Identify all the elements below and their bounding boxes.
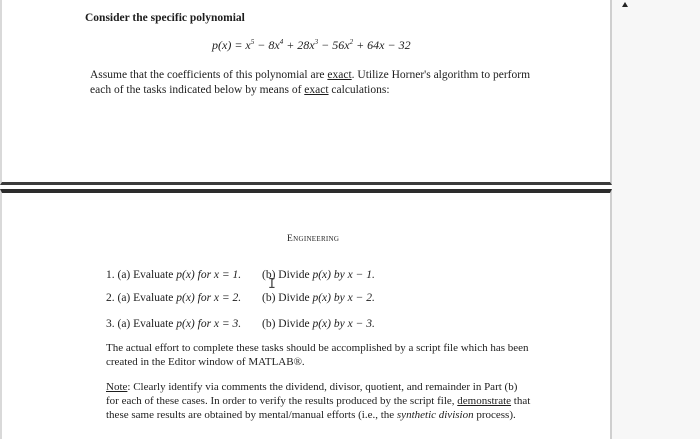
text-cursor-icon: I — [268, 277, 276, 292]
assume-line-1: Assume that the coefficients of this polynomial are exact. Utilize Horner's algorithm to perform — [90, 69, 531, 81]
effort-line-2: created in the Editor window of MATLAB®. — [106, 356, 305, 368]
polynomial-equation: $p(x) = x^5 - 8x^4 + 28x^3 - 56x^2 + 64x - 32$ — [212, 38, 411, 52]
effort-line-1: The actual effort to complete these tasks should be accomplished by a script file which has been — [106, 342, 529, 354]
scrollbar-gutter[interactable] — [612, 0, 700, 439]
problem-tasks-panel — [0, 189, 612, 439]
task-row-2: 2. (a) Evaluate p(x) for x = 2. — [106, 292, 242, 304]
task-row-2-b: (b) Divide p(x) by x − 2. — [262, 292, 375, 304]
note-line-2: for each of these cases. In order to verify the results produced by the script file, demonstrate that — [106, 395, 531, 407]
scroll-up-arrow-icon[interactable] — [622, 2, 628, 7]
task-row-3: 3. (a) Evaluate p(x) for x = 3. — [106, 318, 242, 330]
section-label: Engineering — [287, 234, 340, 244]
note-line-3: these same results are obtained by mental/manual efforts (i.e., the synthetic division process). — [106, 409, 516, 421]
intro-heading: Consider the specific polynomial — [85, 12, 245, 24]
assume-line-2: each of the tasks indicated below by means of exact calculations: — [90, 84, 390, 96]
task-row-1-b: (b) Divide p(x) by x − 1. — [262, 269, 375, 281]
problem-intro-panel — [0, 0, 612, 185]
task-row-1: 1. (a) Evaluate p(x) for x = 1. — [106, 269, 242, 281]
note-line-1: Note: Clearly identify via comments the dividend, divisor, quotient, and remainder in Part (b) — [106, 381, 518, 393]
task-row-3-b: (b) Divide p(x) by x − 3. — [262, 318, 375, 330]
